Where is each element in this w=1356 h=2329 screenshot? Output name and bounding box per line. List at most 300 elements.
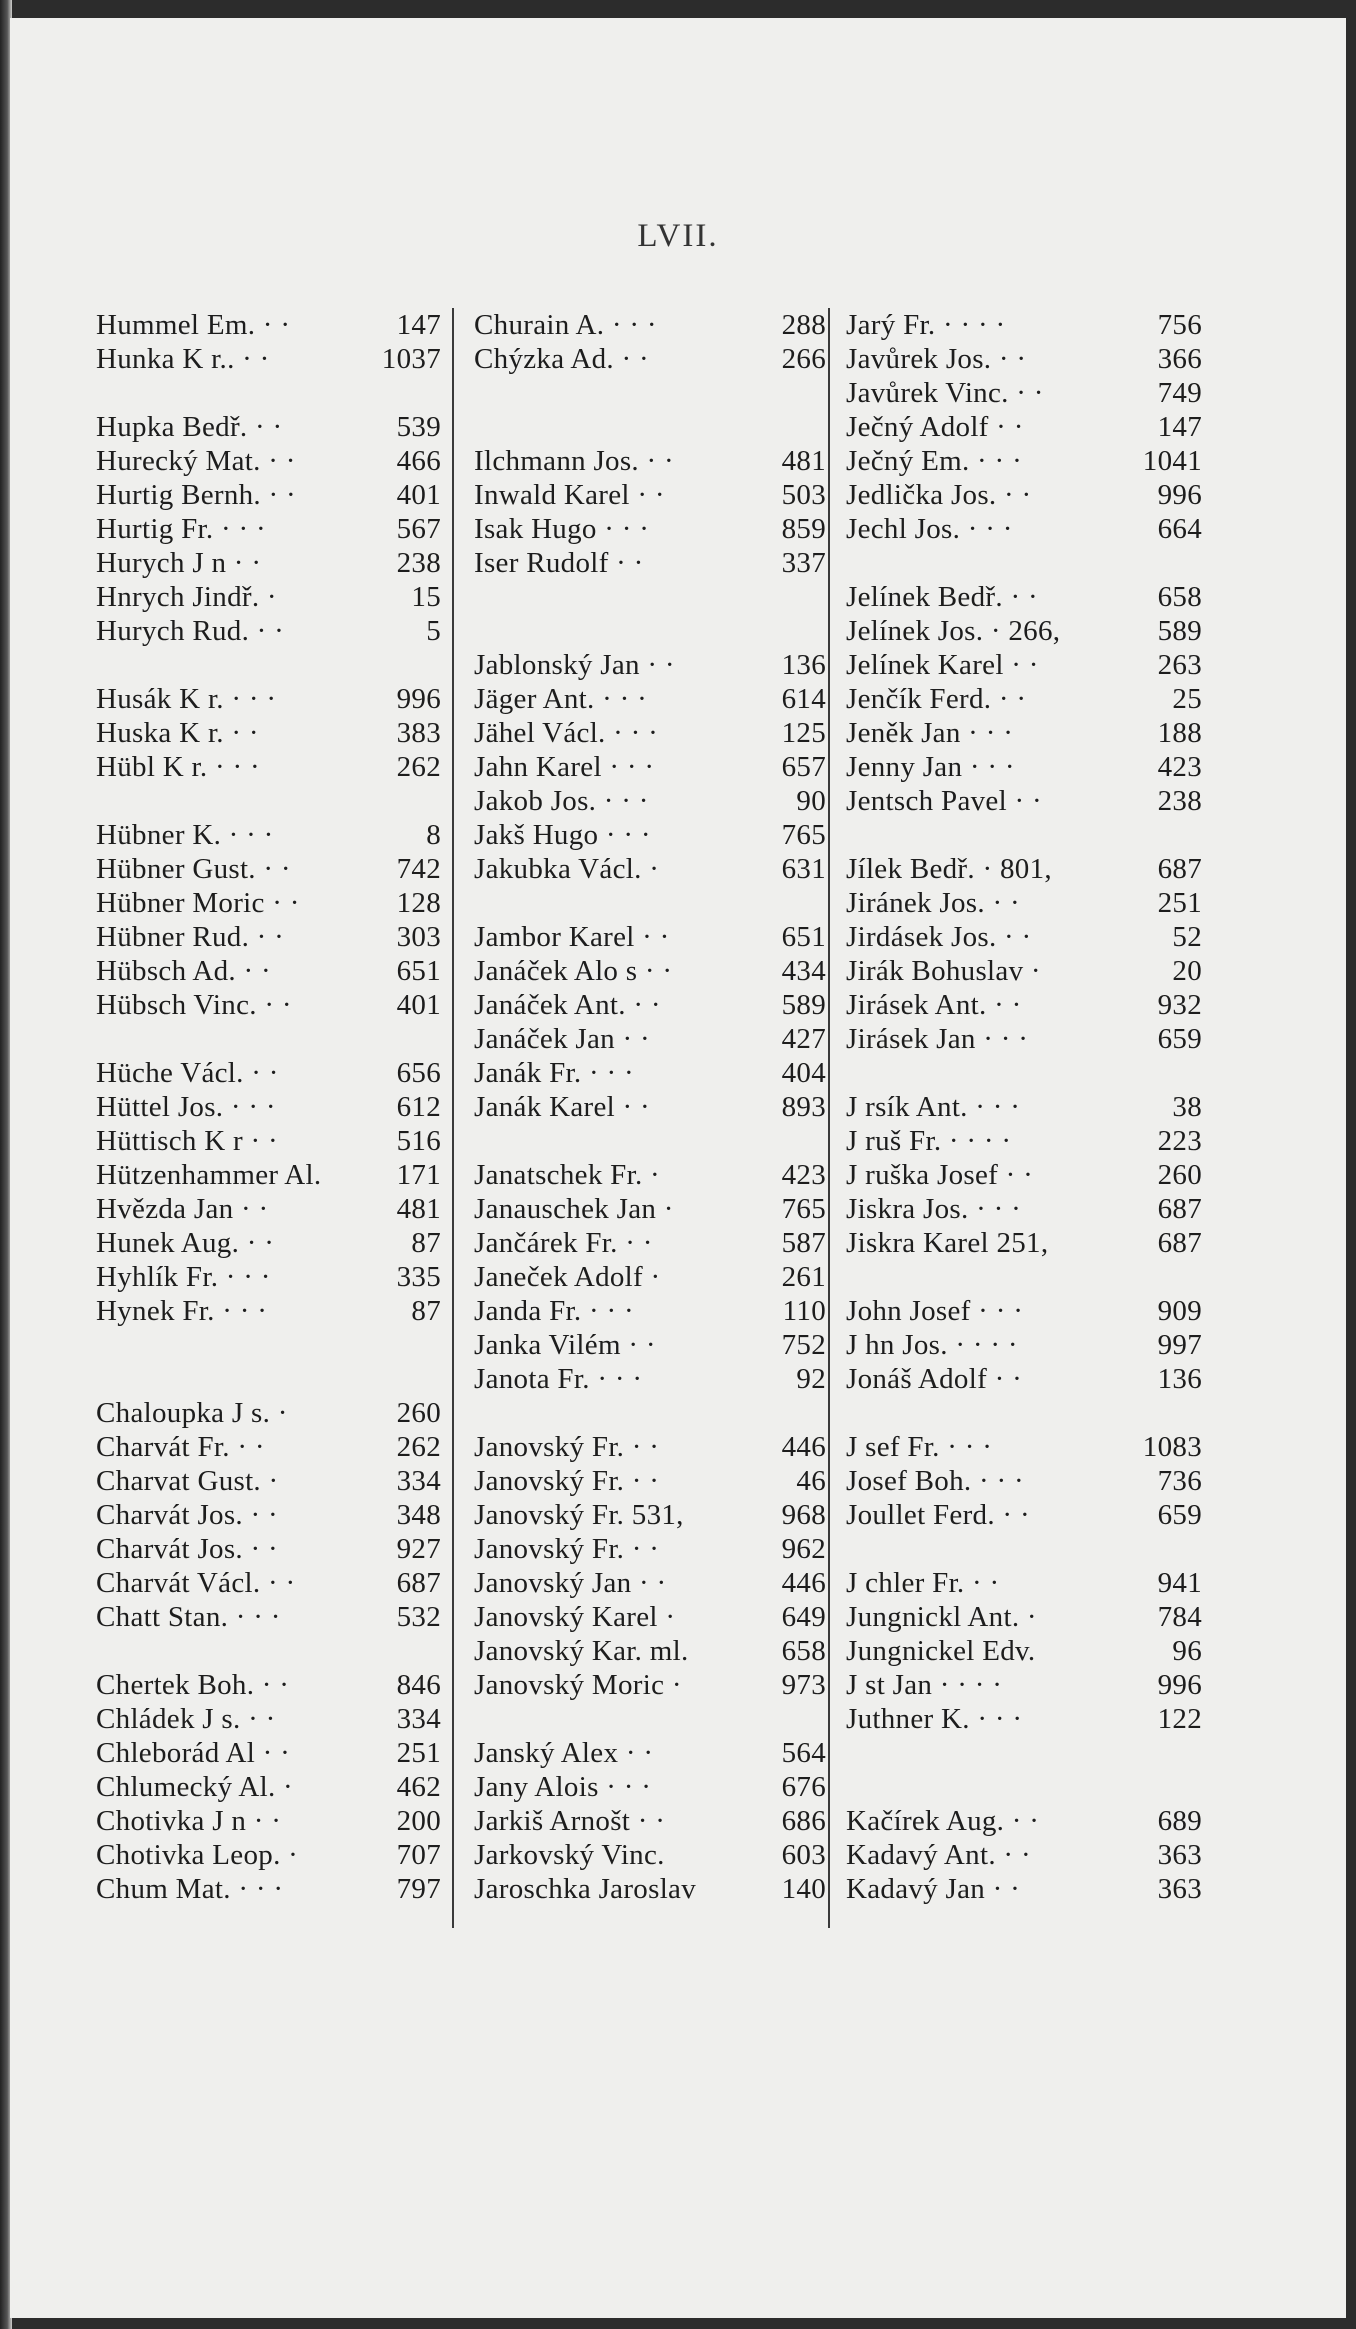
- entry-name: Janovský Fr. 531,: [474, 1499, 684, 1531]
- entry-page-number: 38: [1172, 1091, 1202, 1123]
- entry-name: J rsík Ant. · · ·: [846, 1091, 1021, 1123]
- entry-name: Hunek Aug. · ·: [96, 1227, 275, 1259]
- entry-page-number: 686: [781, 1805, 826, 1837]
- index-entry: [474, 1362, 826, 1396]
- entry-name: Jonáš Adolf · ·: [846, 1363, 1023, 1395]
- entry-page-number: 689: [1157, 1805, 1202, 1837]
- index-entry: [96, 716, 441, 750]
- entry-page-number: 567: [396, 513, 441, 545]
- entry-name: Jarkovský Vinc.: [474, 1839, 665, 1871]
- entry-page-number: 446: [781, 1431, 826, 1463]
- entry-name: J ruš Fr. · · · ·: [846, 1125, 1012, 1157]
- entry-page-number: 968: [781, 1499, 826, 1531]
- entry-name: Hübsch Ad. · ·: [96, 955, 271, 987]
- index-entry: [96, 1668, 441, 1702]
- entry-page-number: 481: [781, 445, 826, 477]
- entry-page-number: 262: [396, 1431, 441, 1463]
- entry-page-number: 656: [396, 1057, 441, 1089]
- entry-name: Jiskra Karel 251,: [846, 1227, 1049, 1259]
- entry-page-number: 263: [1157, 649, 1202, 681]
- entry-name: Juthner K. · · ·: [846, 1703, 1023, 1735]
- index-entry: [846, 546, 1202, 580]
- entry-name: Hunka K r.. · ·: [96, 343, 270, 375]
- entry-page-number: 446: [781, 1567, 826, 1599]
- entry-name: Charvát Jos. · ·: [96, 1533, 278, 1565]
- entry-page-number: 532: [396, 1601, 441, 1633]
- entry-page-number: 687: [1157, 853, 1202, 885]
- document-page: [10, 18, 1346, 2318]
- index-entry: [474, 580, 826, 614]
- index-column-3: [846, 308, 1202, 1906]
- entry-name: Hübsch Vinc. · ·: [96, 989, 292, 1021]
- entry-page-number: 8: [426, 819, 441, 851]
- entry-name: Chertek Boh. · ·: [96, 1669, 290, 1701]
- entry-name: Jakob Jos. · · ·: [474, 785, 649, 817]
- entry-name: Jambor Karel · ·: [474, 921, 670, 953]
- entry-page-number: 25: [1172, 683, 1202, 715]
- entry-page-number: 859: [781, 513, 826, 545]
- index-entry: [474, 376, 826, 410]
- index-entry: [846, 784, 1202, 818]
- index-entry: [474, 1498, 826, 1532]
- entry-page-number: 797: [396, 1873, 441, 1905]
- entry-page-number: 687: [1157, 1227, 1202, 1259]
- index-entry: [846, 1056, 1202, 1090]
- entry-name: Ilchmann Jos. · ·: [474, 445, 675, 477]
- entry-page-number: 401: [396, 989, 441, 1021]
- entry-page-number: 423: [1157, 751, 1202, 783]
- index-entry: [846, 886, 1202, 920]
- entry-page-number: 136: [781, 649, 826, 681]
- index-entry: [96, 1158, 441, 1192]
- entry-page-number: 631: [781, 853, 826, 885]
- index-entry: [96, 1260, 441, 1294]
- entry-page-number: 466: [396, 445, 441, 477]
- index-entry: [474, 1396, 826, 1430]
- entry-name: Hurtig Fr. · · ·: [96, 513, 266, 545]
- index-entry: [846, 1770, 1202, 1804]
- index-entry: [474, 1056, 826, 1090]
- index-entry: [846, 818, 1202, 852]
- entry-name: Jirásek Ant. · ·: [846, 989, 1022, 1021]
- entry-page-number: 503: [781, 479, 826, 511]
- entry-page-number: 651: [781, 921, 826, 953]
- entry-name: Jelínek Karel · ·: [846, 649, 1039, 681]
- index-entry: [96, 308, 441, 342]
- entry-name: Janák Karel · ·: [474, 1091, 650, 1123]
- entry-page-number: 516: [396, 1125, 441, 1157]
- entry-page-number: 147: [1157, 411, 1202, 443]
- entry-name: Jirdásek Jos. · ·: [846, 921, 1032, 953]
- index-entry: [96, 1702, 441, 1736]
- entry-page-number: 223: [1157, 1125, 1202, 1157]
- index-entry: [96, 1362, 441, 1396]
- entry-page-number: 749: [1157, 377, 1202, 409]
- entry-page-number: 676: [781, 1771, 826, 1803]
- index-entry: [96, 1838, 441, 1872]
- index-entry: [96, 750, 441, 784]
- entry-page-number: 136: [1157, 1363, 1202, 1395]
- entry-name: Jelínek Jos. · 266,: [846, 615, 1061, 647]
- entry-page-number: 587: [781, 1227, 826, 1259]
- index-entry: [474, 478, 826, 512]
- index-entry: [96, 886, 441, 920]
- entry-name: Hurtig Bernh. · ·: [96, 479, 297, 511]
- entry-name: J st Jan · · · ·: [846, 1669, 1003, 1701]
- column-divider: [828, 308, 830, 1928]
- entry-page-number: 1041: [1142, 445, 1202, 477]
- entry-page-number: 147: [396, 309, 441, 341]
- entry-name: Huska K r. · ·: [96, 717, 259, 749]
- entry-name: Jakubka Václ. ·: [474, 853, 660, 885]
- entry-page-number: 589: [1157, 615, 1202, 647]
- index-entry: [96, 648, 441, 682]
- index-entry: [96, 818, 441, 852]
- index-entry: [96, 1396, 441, 1430]
- entry-name: Jungnickl Ant. ·: [846, 1601, 1037, 1633]
- entry-name: Charvát Jos. · ·: [96, 1499, 278, 1531]
- entry-name: Janeček Adolf ·: [474, 1261, 661, 1293]
- index-entry: [474, 1600, 826, 1634]
- entry-page-number: 140: [781, 1873, 826, 1905]
- entry-name: Jarkiš Arnošt · ·: [474, 1805, 666, 1837]
- index-entry: [474, 1566, 826, 1600]
- entry-name: Jentsch Pavel · ·: [846, 785, 1042, 817]
- index-entry: [846, 580, 1202, 614]
- index-entry: [846, 1634, 1202, 1668]
- entry-name: Janovský Fr. · ·: [474, 1465, 660, 1497]
- index-entry: [474, 1702, 826, 1736]
- index-entry: [846, 1464, 1202, 1498]
- entry-page-number: 973: [781, 1669, 826, 1701]
- entry-page-number: 462: [396, 1771, 441, 1803]
- entry-name: Janovský Fr. · ·: [474, 1431, 660, 1463]
- entry-page-number: 589: [781, 989, 826, 1021]
- index-entry: [96, 580, 441, 614]
- entry-page-number: 238: [1157, 785, 1202, 817]
- entry-name: Jenny Jan · · ·: [846, 751, 1015, 783]
- entry-page-number: 687: [396, 1567, 441, 1599]
- entry-name: Janovský Jan · ·: [474, 1567, 667, 1599]
- index-entry: [474, 1158, 826, 1192]
- entry-page-number: 752: [781, 1329, 826, 1361]
- index-entry: [474, 1838, 826, 1872]
- index-entry: [474, 886, 826, 920]
- entry-name: Charvát Václ. · ·: [96, 1567, 296, 1599]
- entry-name: Hupka Bedř. · ·: [96, 411, 283, 443]
- entry-name: Janský Alex · ·: [474, 1737, 654, 1769]
- index-entry: [96, 1872, 441, 1906]
- index-entry: [846, 1566, 1202, 1600]
- entry-page-number: 110: [782, 1295, 826, 1327]
- entry-page-number: 171: [396, 1159, 441, 1191]
- index-entry: [846, 1362, 1202, 1396]
- entry-name: Josef Boh. · · ·: [846, 1465, 1024, 1497]
- entry-name: Chum Mat. · · ·: [96, 1873, 284, 1905]
- entry-page-number: 266: [781, 343, 826, 375]
- entry-name: Jiskra Jos. · · ·: [846, 1193, 1022, 1225]
- index-entry: [96, 342, 441, 376]
- entry-page-number: 659: [1157, 1499, 1202, 1531]
- entry-page-number: 423: [781, 1159, 826, 1191]
- index-entry: [846, 648, 1202, 682]
- index-entry: [96, 1464, 441, 1498]
- index-entry: [846, 1838, 1202, 1872]
- index-entry: [474, 1192, 826, 1226]
- index-entry: [846, 512, 1202, 546]
- index-entry: [96, 1770, 441, 1804]
- entry-name: Jirák Bohuslav ·: [846, 955, 1041, 987]
- index-entry: [96, 1328, 441, 1362]
- index-entry: [96, 852, 441, 886]
- index-entry: [96, 1600, 441, 1634]
- entry-page-number: 251: [396, 1737, 441, 1769]
- entry-page-number: 335: [396, 1261, 441, 1293]
- entry-page-number: 87: [411, 1227, 441, 1259]
- entry-name: Janáček Ant. · ·: [474, 989, 661, 1021]
- index-entry: [96, 1090, 441, 1124]
- entry-name: Kadavý Ant. · ·: [846, 1839, 1031, 1871]
- entry-page-number: 92: [796, 1363, 826, 1395]
- entry-page-number: 932: [1157, 989, 1202, 1021]
- entry-page-number: 765: [781, 819, 826, 851]
- index-entry: [846, 1872, 1202, 1906]
- entry-page-number: 659: [1157, 1023, 1202, 1055]
- entry-name: Janatschek Fr. ·: [474, 1159, 661, 1191]
- index-entry: [474, 852, 826, 886]
- entry-name: Jiránek Jos. · ·: [846, 887, 1020, 919]
- entry-page-number: 564: [781, 1737, 826, 1769]
- index-entry: [846, 852, 1202, 886]
- index-entry: [846, 1736, 1202, 1770]
- entry-name: Isak Hugo · · ·: [474, 513, 650, 545]
- entry-name: Jirásek Jan · · ·: [846, 1023, 1029, 1055]
- index-entry: [474, 1226, 826, 1260]
- entry-page-number: 238: [396, 547, 441, 579]
- entry-page-number: 188: [1157, 717, 1202, 749]
- index-entry: [846, 1158, 1202, 1192]
- index-entry: [474, 1124, 826, 1158]
- entry-page-number: 87: [411, 1295, 441, 1327]
- index-entry: [96, 478, 441, 512]
- entry-name: Kačírek Aug. · ·: [846, 1805, 1040, 1837]
- index-entry: [474, 784, 826, 818]
- index-entry: [846, 1396, 1202, 1430]
- entry-page-number: 481: [396, 1193, 441, 1225]
- index-entry: [846, 444, 1202, 478]
- entry-page-number: 612: [396, 1091, 441, 1123]
- index-entry: [846, 1702, 1202, 1736]
- index-entry: [474, 342, 826, 376]
- index-entry: [96, 1804, 441, 1838]
- entry-page-number: 707: [396, 1839, 441, 1871]
- index-entry: [474, 410, 826, 444]
- index-entry: [96, 1056, 441, 1090]
- entry-page-number: 941: [1157, 1567, 1202, 1599]
- entry-page-number: 614: [781, 683, 826, 715]
- entry-name: Chýzka Ad. · ·: [474, 343, 649, 375]
- entry-name: Hynek Fr. · · ·: [96, 1295, 268, 1327]
- entry-page-number: 736: [1157, 1465, 1202, 1497]
- entry-page-number: 1083: [1142, 1431, 1202, 1463]
- index-entry: [846, 410, 1202, 444]
- index-entry: [474, 954, 826, 988]
- index-entry: [846, 1260, 1202, 1294]
- index-entry: [474, 546, 826, 580]
- index-entry: [474, 682, 826, 716]
- entry-page-number: 765: [781, 1193, 826, 1225]
- entry-page-number: 363: [1157, 1873, 1202, 1905]
- entry-name: Janovský Moric ·: [474, 1669, 682, 1701]
- index-entry: [96, 376, 441, 410]
- entry-name: Hummel Em. · ·: [96, 309, 291, 341]
- entry-name: Janáček Jan · ·: [474, 1023, 650, 1055]
- index-entry: [846, 716, 1202, 750]
- index-entry: [474, 1430, 826, 1464]
- entry-name: J hn Jos. · · · ·: [846, 1329, 1018, 1361]
- index-entry: [96, 1634, 441, 1668]
- entry-name: Jelínek Bedř. · ·: [846, 581, 1038, 613]
- index-entry: [846, 682, 1202, 716]
- entry-name: Janovský Kar. ml.: [474, 1635, 689, 1667]
- page-number: LVII.: [637, 218, 719, 254]
- index-entry: [96, 988, 441, 1022]
- entry-name: Jany Alois · · ·: [474, 1771, 652, 1803]
- index-entry: [96, 784, 441, 818]
- column-divider: [452, 308, 454, 1928]
- index-entry: [96, 954, 441, 988]
- entry-page-number: 909: [1157, 1295, 1202, 1327]
- index-entry: [96, 512, 441, 546]
- entry-name: Javůrek Jos. · ·: [846, 343, 1027, 375]
- entry-name: Janovský Karel ·: [474, 1601, 676, 1633]
- entry-name: Jablonský Jan · ·: [474, 649, 675, 681]
- entry-name: Janovský Fr. · ·: [474, 1533, 660, 1565]
- entry-name: Hurych J n · ·: [96, 547, 262, 579]
- index-column-2: [474, 308, 826, 1906]
- entry-page-number: 756: [1157, 309, 1202, 341]
- entry-name: Inwald Karel · ·: [474, 479, 665, 511]
- entry-name: Jechl Jos. · · ·: [846, 513, 1013, 545]
- index-entry: [96, 444, 441, 478]
- index-column-1: [96, 308, 441, 1906]
- index-entry: [846, 920, 1202, 954]
- entry-name: Jeněk Jan · · ·: [846, 717, 1014, 749]
- entry-name: Javůrek Vinc. · ·: [846, 377, 1044, 409]
- index-entry: [474, 1634, 826, 1668]
- index-entry: [96, 614, 441, 648]
- entry-name: Chládek J s. · ·: [96, 1703, 276, 1735]
- entry-page-number: 927: [396, 1533, 441, 1565]
- entry-page-number: 288: [781, 309, 826, 341]
- entry-page-number: 52: [1172, 921, 1202, 953]
- index-entry: [96, 1192, 441, 1226]
- entry-page-number: 687: [1157, 1193, 1202, 1225]
- index-entry: [846, 1328, 1202, 1362]
- entry-page-number: 649: [781, 1601, 826, 1633]
- entry-name: Jančárek Fr. · ·: [474, 1227, 653, 1259]
- entry-page-number: 260: [396, 1397, 441, 1429]
- entry-name: Kadavý Jan · ·: [846, 1873, 1021, 1905]
- entry-name: Ječný Adolf · ·: [846, 411, 1024, 443]
- entry-name: Hübner Rud. · ·: [96, 921, 285, 953]
- entry-name: J chler Fr. · ·: [846, 1567, 1000, 1599]
- entry-name: Hyhlík Fr. · · ·: [96, 1261, 271, 1293]
- entry-name: Janauschek Jan ·: [474, 1193, 674, 1225]
- entry-page-number: 962: [781, 1533, 826, 1565]
- index-entry: [474, 1872, 826, 1906]
- entry-name: Hnrych Jindř. ·: [96, 581, 277, 613]
- index-entry: [846, 1294, 1202, 1328]
- entry-page-number: 401: [396, 479, 441, 511]
- entry-name: Jarý Fr. · · · ·: [846, 309, 1006, 341]
- index-entry: [846, 342, 1202, 376]
- entry-page-number: 200: [396, 1805, 441, 1837]
- entry-name: Jähel Václ. · · ·: [474, 717, 659, 749]
- index-entry: [96, 920, 441, 954]
- entry-page-number: 363: [1157, 1839, 1202, 1871]
- index-entry: [474, 1770, 826, 1804]
- entry-name: Chaloupka J s. ·: [96, 1397, 288, 1429]
- entry-name: Jedlička Jos. · ·: [846, 479, 1032, 511]
- index-entry: [846, 988, 1202, 1022]
- entry-name: Husák K r. · · ·: [96, 683, 277, 715]
- index-entry: [96, 410, 441, 444]
- index-entry: [474, 1668, 826, 1702]
- index-entry: [846, 750, 1202, 784]
- entry-page-number: 128: [396, 887, 441, 919]
- entry-name: Jenčík Ferd. · ·: [846, 683, 1027, 715]
- entry-page-number: 658: [781, 1635, 826, 1667]
- entry-name: Ječný Em. · · ·: [846, 445, 1023, 477]
- entry-name: Hübner Moric · ·: [96, 887, 300, 919]
- index-entry: [846, 376, 1202, 410]
- entry-page-number: 348: [396, 1499, 441, 1531]
- index-entry: [96, 1498, 441, 1532]
- entry-page-number: 337: [781, 547, 826, 579]
- index-entry: [846, 1192, 1202, 1226]
- entry-name: Hübner Gust. · ·: [96, 853, 291, 885]
- entry-page-number: 846: [396, 1669, 441, 1701]
- entry-name: Chleborád Al · ·: [96, 1737, 291, 1769]
- entry-name: Hüttel Jos. · · ·: [96, 1091, 276, 1123]
- index-entry: [96, 1022, 441, 1056]
- entry-page-number: 334: [396, 1465, 441, 1497]
- entry-name: Jungnickel Edv.: [846, 1635, 1036, 1667]
- index-entry: [96, 546, 441, 580]
- index-entry: [846, 954, 1202, 988]
- index-entry: [846, 1022, 1202, 1056]
- index-entry: [474, 1736, 826, 1770]
- entry-page-number: 334: [396, 1703, 441, 1735]
- entry-page-number: 658: [1157, 581, 1202, 613]
- entry-name: Janota Fr. · · ·: [474, 1363, 643, 1395]
- index-entry: [846, 308, 1202, 342]
- entry-name: Hüche Václ. · ·: [96, 1057, 279, 1089]
- index-entry: [96, 1430, 441, 1464]
- entry-page-number: 997: [1157, 1329, 1202, 1361]
- index-entry: [846, 1600, 1202, 1634]
- index-entry: [846, 1804, 1202, 1838]
- index-entry: [474, 648, 826, 682]
- entry-page-number: 996: [1157, 1669, 1202, 1701]
- entry-page-number: 784: [1157, 1601, 1202, 1633]
- entry-name: Jäger Ant. · · ·: [474, 683, 648, 715]
- index-entry: [474, 1294, 826, 1328]
- entry-name: Janda Fr. · · ·: [474, 1295, 634, 1327]
- index-entry: [474, 512, 826, 546]
- index-entry: [96, 1532, 441, 1566]
